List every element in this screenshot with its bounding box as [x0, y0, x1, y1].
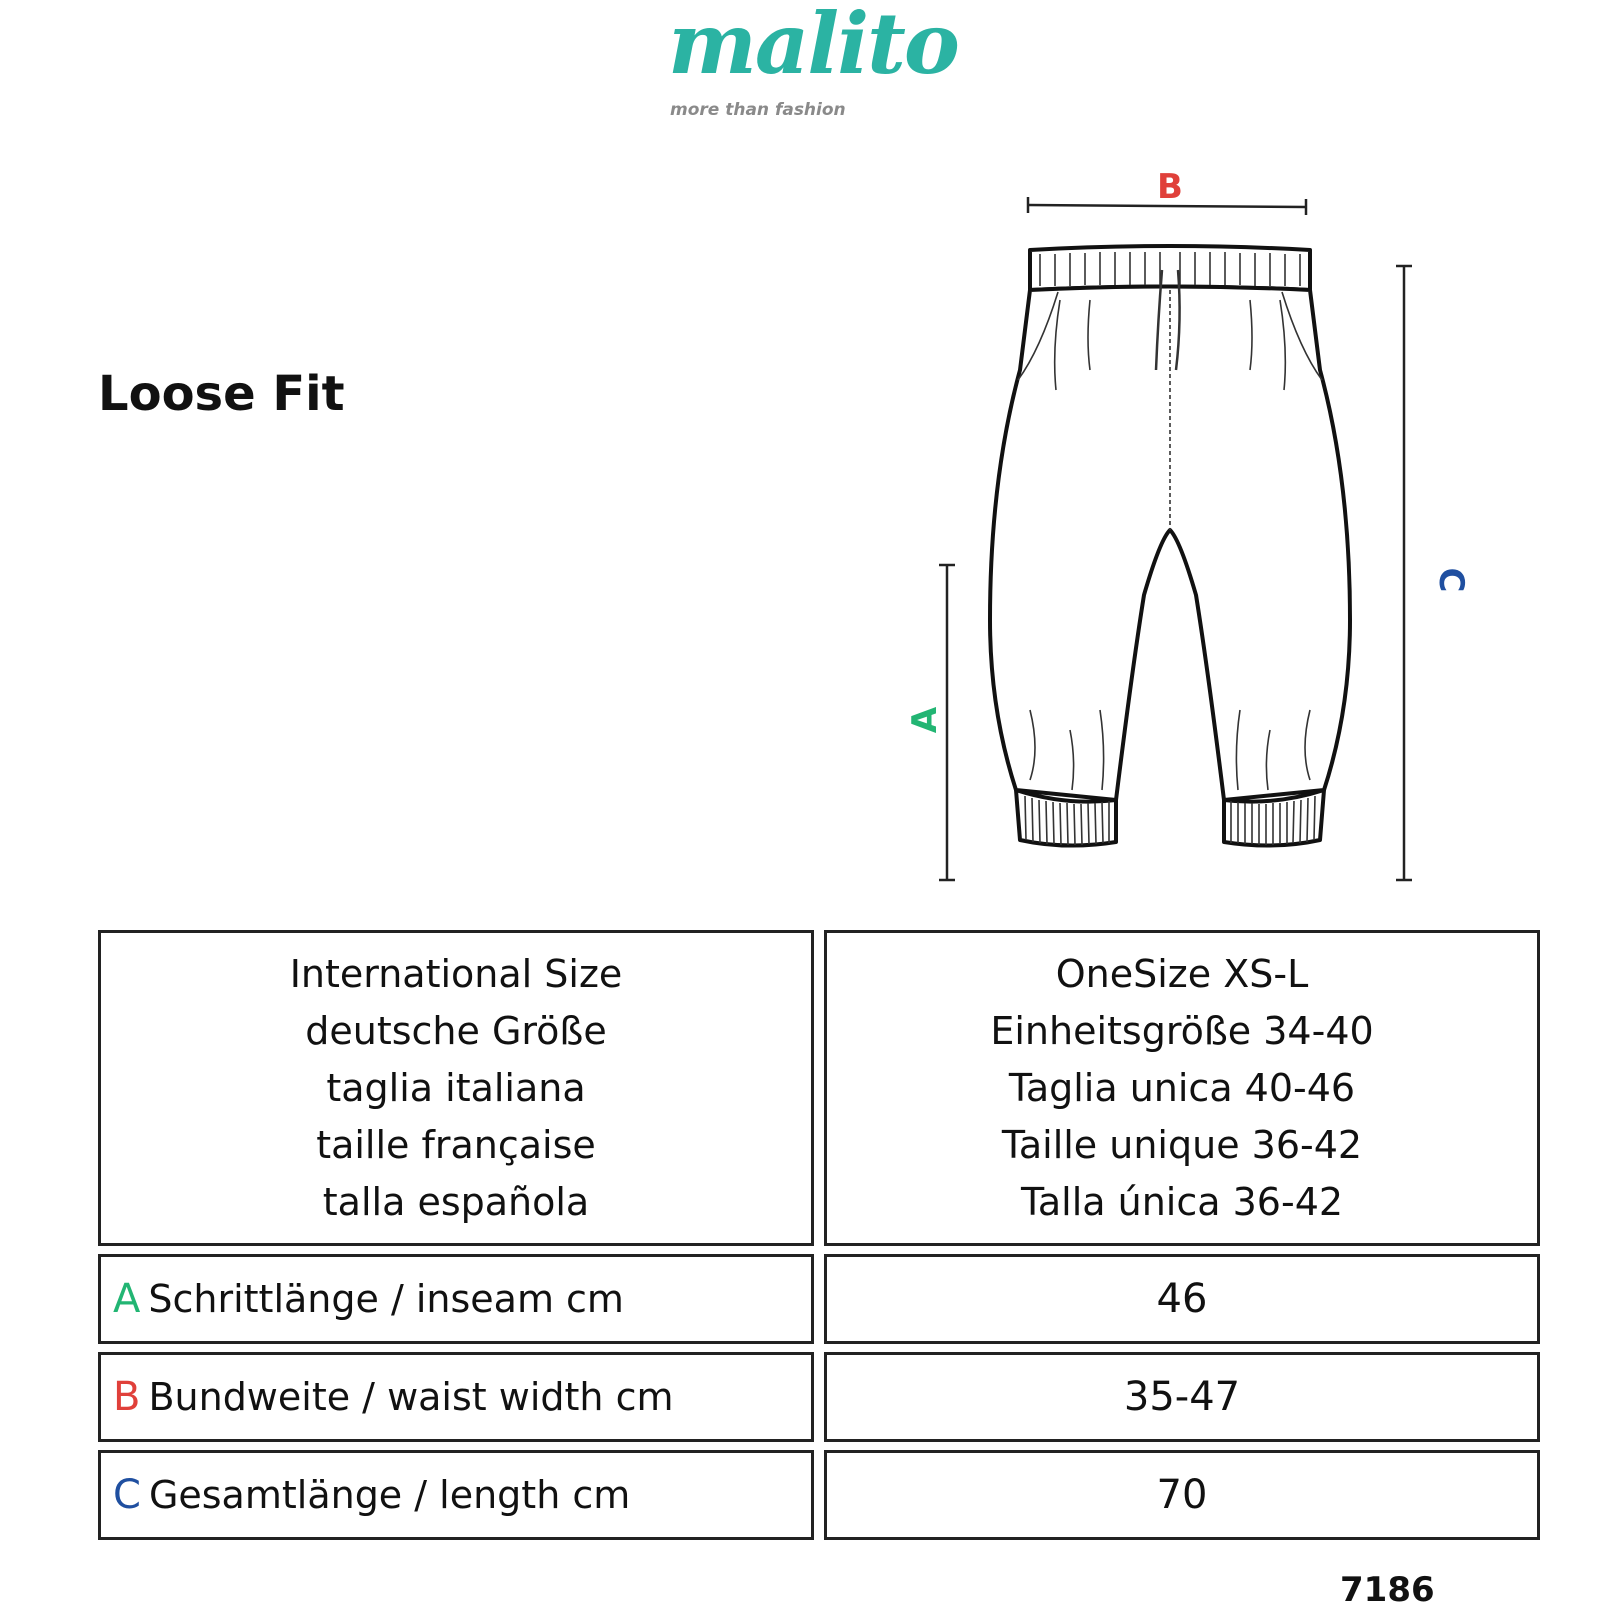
measure-row-c-label	[98, 1450, 814, 1540]
size-label-line: International Size	[289, 951, 623, 996]
measure-label-c: Gesamtlänge / length cm	[148, 1473, 631, 1517]
brand-logo	[668, 0, 958, 130]
measure-value-a: 46	[1156, 1276, 1208, 1322]
measure-letter-a: A	[113, 1276, 141, 1322]
measure-row-b-value-cell	[824, 1352, 1540, 1442]
size-value-line: Talla única 36-42	[1020, 1179, 1344, 1224]
size-labels-cell	[98, 930, 814, 1246]
size-label-line: deutsche Größe	[305, 1008, 607, 1053]
measure-row-a-value-cell	[824, 1254, 1540, 1344]
logo-tagline: more than fashion	[670, 100, 846, 120]
fit-title: Loose Fit	[98, 366, 345, 422]
dimension-b	[1028, 167, 1306, 215]
measure-value-c: 70	[1156, 1472, 1208, 1518]
measure-value-b: 35-47	[1123, 1374, 1241, 1420]
measure-letter-b: B	[113, 1374, 141, 1420]
dimension-c	[1396, 266, 1471, 880]
size-value-line: Einheitsgröße 34-40	[990, 1008, 1374, 1053]
dimension-c-label: C	[1431, 567, 1471, 593]
logo-wordmark: malito	[668, 0, 958, 93]
size-label-line: taglia italiana	[326, 1065, 586, 1110]
measure-label-b: Bundweite / waist width cm	[148, 1375, 674, 1419]
size-label-line: taille française	[316, 1122, 596, 1167]
measure-letter-c: C	[113, 1472, 141, 1518]
measure-label-a: Schrittlänge / inseam cm	[148, 1277, 624, 1321]
dimension-a-label: A	[905, 706, 945, 734]
size-values-cell	[824, 930, 1540, 1246]
pants-diagram	[880, 150, 1500, 900]
measure-row-c-value-cell	[824, 1450, 1540, 1540]
size-value-line: OneSize XS-L	[1055, 951, 1309, 996]
size-value-line: Taille unique 36-42	[1001, 1122, 1363, 1167]
size-value-line: Taglia unica 40-46	[1008, 1065, 1356, 1110]
product-code: 7186	[1340, 1570, 1435, 1610]
measure-row-b-label	[98, 1352, 814, 1442]
measure-row-a-label	[98, 1254, 814, 1344]
dimension-b-label: B	[1157, 167, 1183, 207]
size-label-line: talla española	[322, 1179, 590, 1224]
dimension-a	[905, 565, 955, 880]
